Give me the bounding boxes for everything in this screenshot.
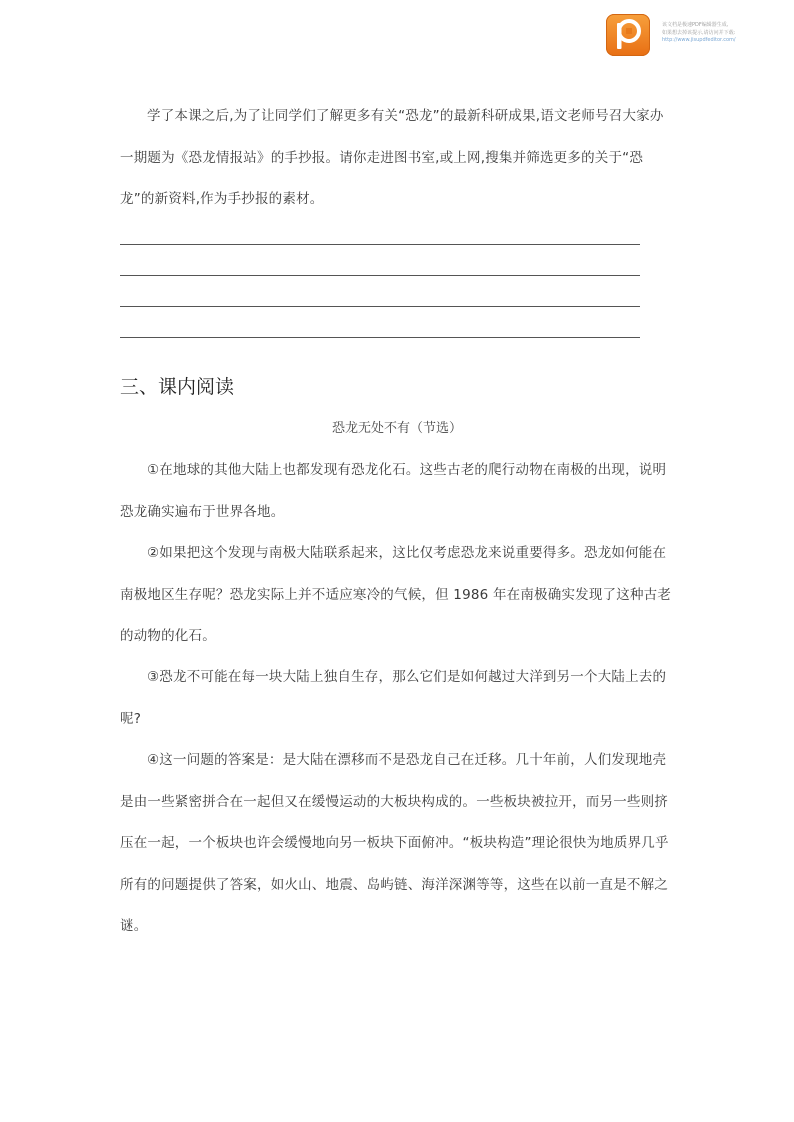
answer-line <box>120 275 640 276</box>
watermark-url[interactable]: http://www.jisupdfeditor.com/ <box>662 37 736 43</box>
article-paragraph-4: ④这一问题的答案是：是大陆在漂移而不是恐龙自己在迁移。几十年前，人们发现地壳是由一些紧密拼合在一起但又在缓慢运动的大板块构成的。一些板块被拉开，而另一些则挤压在一起，一个板块也许会缓慢地向另一板块下面俯冲。“板块构造”理论很快为地质界几乎所有的问题提供了答案，如火山、地震、岛屿链、海洋深渊等等，这些在以前一直是不解之谜。 <box>120 752 669 934</box>
article-paragraph-3: ③恐龙不可能在每一块大陆上独自生存，那么它们是如何越过大洋到另一个大陆上去的呢? <box>120 669 667 727</box>
watermark-text <box>662 22 776 45</box>
section-title: 三、课内阅读 <box>120 376 235 398</box>
article-title: 恐龙无处不有（节选） <box>331 421 462 436</box>
intro-paragraph: 学了本课之后,为了让同学们了解更多有关“恐龙”的最新科研成果,语文老师号召大家办一期题为《恐龙情报站》的手抄报。请你走进图书室,或上网,搜集并筛选更多的关于“恐龙”的新资料,作为手抄报的素材。 <box>120 108 664 207</box>
article-paragraph-1: ①在地球的其他大陆上也都发现有恐龙化石。这些古老的爬行动物在南极的出现，说明恐龙确实遍布于世界各地。 <box>120 462 667 520</box>
watermark-line-2: 如果想去掉该提示,请访问并下载: <box>662 29 736 36</box>
answer-line <box>120 337 640 338</box>
answer-line <box>120 306 640 307</box>
pdf-editor-logo-icon <box>606 14 650 56</box>
watermark-line-1: 该文档是极速PDF编辑器生成, <box>662 22 729 28</box>
watermark <box>606 14 776 58</box>
answer-line <box>120 244 640 245</box>
article-paragraph-2: ②如果把这个发现与南极大陆联系起来，这比仅考虑恐龙来说重要得多。恐龙如何能在南极地区生存呢？恐龙实际上并不适应寒冷的气候，但 1986 年在南极确实发现了这种古老的动物的化石。 <box>120 545 672 644</box>
answer-lines <box>120 244 640 368</box>
